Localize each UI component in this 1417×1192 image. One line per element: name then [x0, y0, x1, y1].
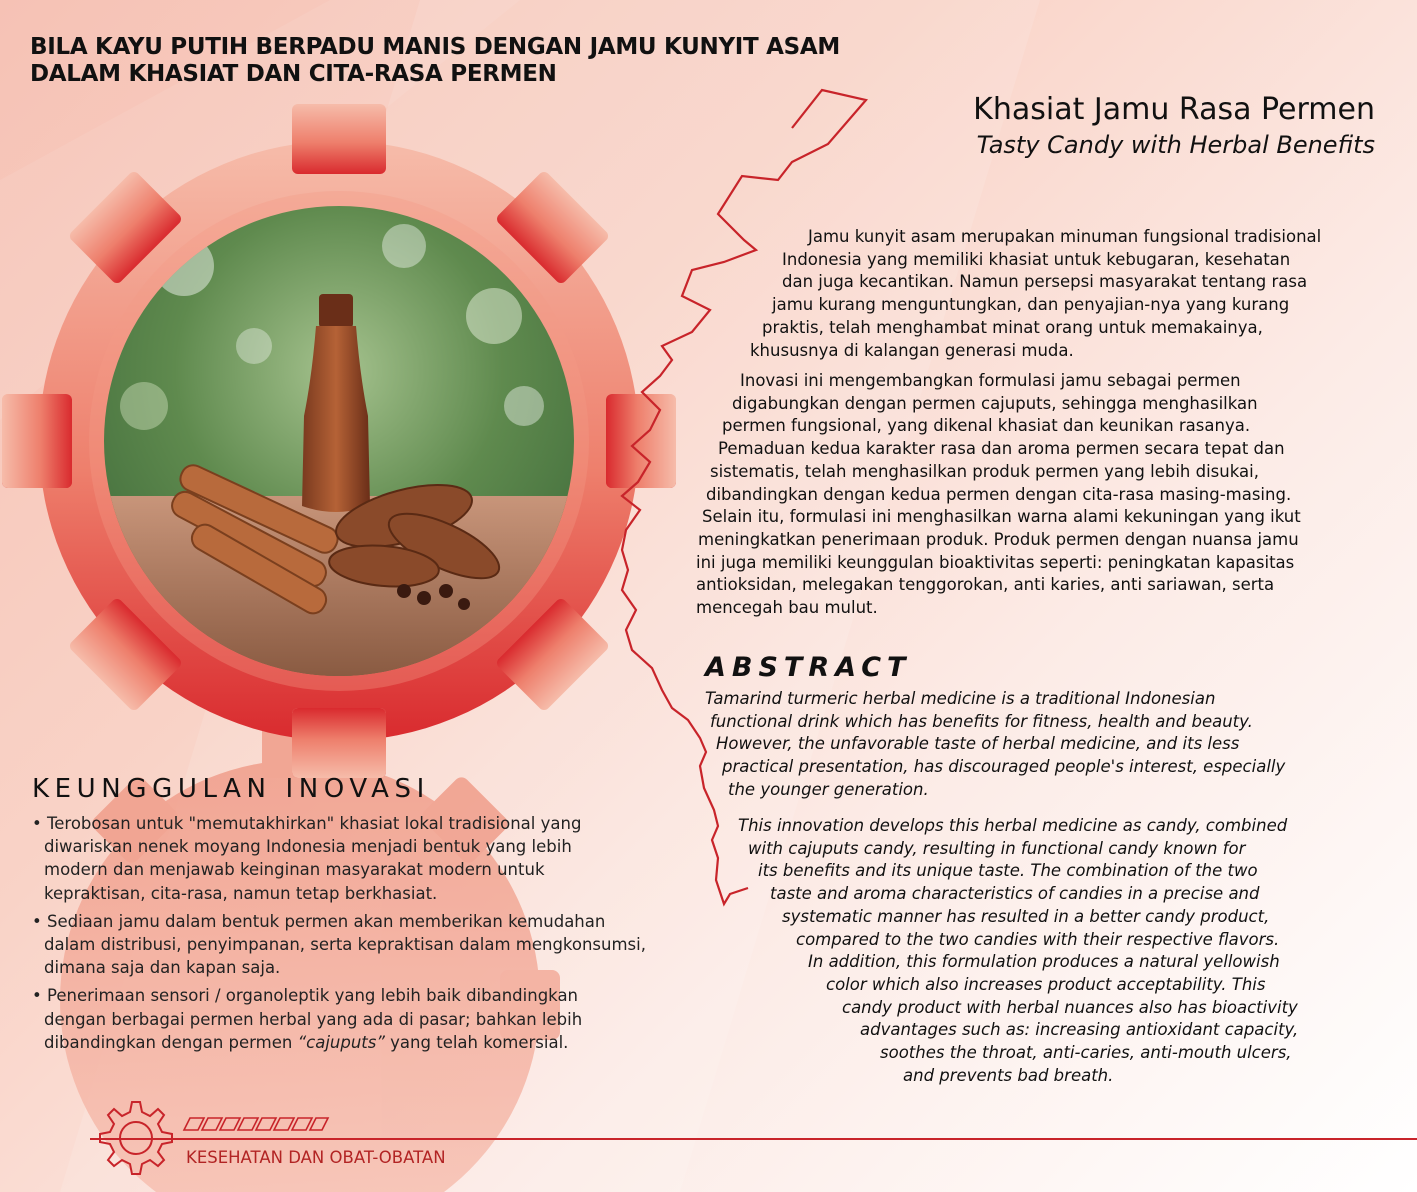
intro-paragraph-1: Jamu kunyit asam merupakan minuman fungsional tradisional Indonesia yang memiliki khasiat untuk kebugaran, kesehatan dan juga kecantikan. Namun persepsi masyarakat tentang rasa jamu kurang menguntungkan, dan penyajian-nya yang kurang praktis, telah menghambat minat orang untuk memakainya, khususnya di kalangan generasi muda. [750, 227, 1322, 360]
page-title [30, 34, 930, 88]
cajuputs-emphasis: “cajuputs” [297, 1032, 385, 1052]
list-item: • Penerimaan sensori / organoleptik yang lebih baik dibandingkan dengan berbagai permen herbal yang ada di pasar; bahkan lebih dibandingkan dengan permen “cajuputs” yang telah komersial. [32, 986, 583, 1052]
subtitle-block [973, 92, 1375, 162]
intro-paragraph-2: Inovasi ini mengembangkan formulasi jamu sebagai permen digabungkan dengan permen cajuputs, sehingga menghasilkan permen fungsional, yang dikenal khasiat dan keunikan rasanya. Pemaduan kedua karakter rasa dan aroma permen secara tepat dan sistematis, telah menghasilkan produk permen yang lebih disukai, dibandingkan dengan kedua permen dengan cita-rasa masing-masing. Selain itu, formulasi ini menghasilkan warna alami kekuningan yang ikut meningkatkan penerimaan produk. Produk permen dengan nuansa jamu ini juga memiliki keunggulan bioaktivitas seperti: peningkatan kapasitas antioksidan, melegakan tenggorokan, anti karies, anti sariawan, serta mencegah bau mulut. [696, 371, 1301, 618]
abstract-heading: ABSTRACT [705, 652, 912, 683]
category-label: KESEHATAN DAN OBAT-OBATAN [186, 1148, 446, 1167]
subtitle: Khasiat Jamu Rasa Permen [973, 92, 1375, 127]
page-title-line1: BILA KAYU PUTIH BERPADU MANIS DENGAN JAMU KUNYIT ASAM [30, 34, 841, 60]
gear-icon [82, 1094, 182, 1184]
advantages-heading: KEUNGGULAN INOVASI [32, 774, 430, 804]
list-item: • Sediaan jamu dalam bentuk permen akan memberikan kemudahan dalam distribusi, penyimpanan, serta kepraktisan dalam mengkonsumsi, dimana saja dan kapan saja. [32, 911, 646, 978]
decorative-stripes [180, 1116, 330, 1132]
list-item: • Terobosan untuk "memutakhirkan" khasiat lokal tradisional yang diwariskan nenek moyang Indonesia menjadi bentuk yang lebih modern dan menjawab keinginan masyarakat modern untuk kepraktisan, cita-rasa, namun tetap berkhasiat. [32, 814, 582, 903]
abstract-paragraph-1: Tamarind turmeric herbal medicine is a traditional Indonesian functional drink which has benefits for fitness, health and beauty. However, the unfavorable taste of herbal medicine, and its less practical presentation, has discouraged people's interest, especially the younger generation. [705, 689, 1286, 799]
subtitle-english: Tasty Candy with Herbal Benefits [976, 131, 1375, 159]
page-title-line2: DALAM KHASIAT DAN CITA-RASA PERMEN [30, 61, 557, 87]
advantages-list [32, 812, 712, 1059]
abstract-paragraph-2: This innovation develops this herbal medicine as candy, combined with cajuputs candy, resulting in functional candy known for its benefits and its unique taste. The combination of the two taste and aroma characteristics of candies in a precise and systematic manner has resulted in a better candy product, compared to the two candies with their respective flavors. In addition, this formulation produces a natural yellowish color which also increases product acceptability. This candy product with herbal nuances also has bioactivity advantages such as: increasing antioxidant capacity, soothes the throat, anti-caries, anti-mouth ulcers, and prevents bad breath. [738, 816, 1299, 1085]
